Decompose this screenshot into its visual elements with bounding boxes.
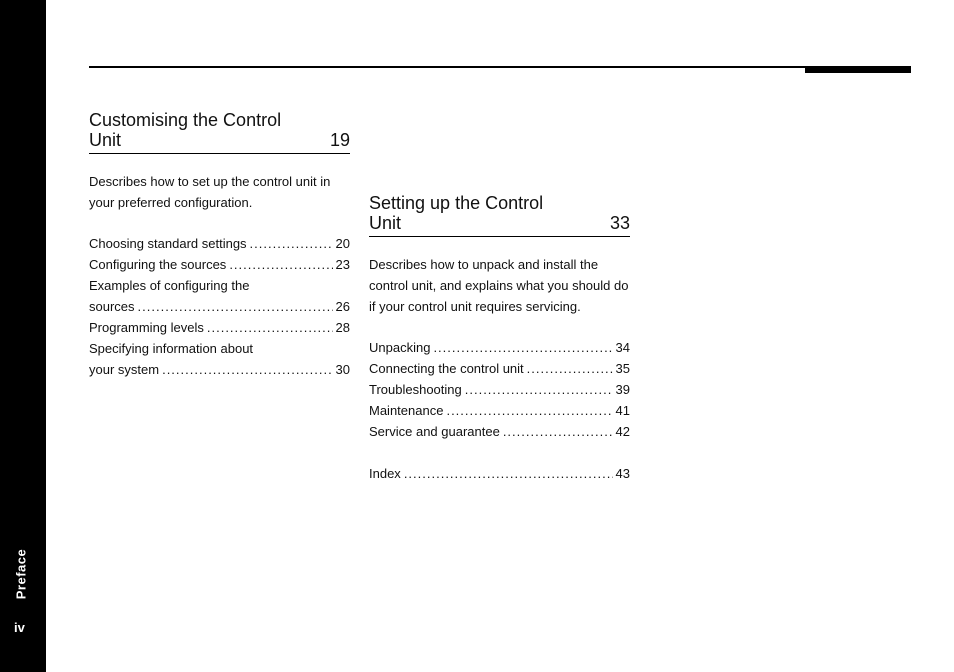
leader-dots <box>446 400 612 421</box>
page-number: iv <box>14 620 25 635</box>
toc-column-right <box>369 193 630 484</box>
toc-entry[interactable] <box>89 338 350 380</box>
entry-label: Connecting the control unit <box>369 361 524 376</box>
leader-dots <box>404 463 613 484</box>
toc-entry[interactable] <box>89 254 350 275</box>
toc-entry[interactable] <box>89 275 350 317</box>
entry-page: 23 <box>335 257 350 272</box>
chapter-description: Describes how to unpack and install the control unit, and explains what you should do if your control unit requires servicing. <box>369 257 629 314</box>
entry-label: Index <box>369 466 401 481</box>
entry-label: Programming levels <box>89 320 204 335</box>
chapter-heading[interactable] <box>369 193 630 237</box>
chapter-title-line1: Setting up the Control <box>369 193 544 213</box>
leader-dots <box>207 317 333 338</box>
leader-dots <box>250 233 333 254</box>
spacer <box>369 442 630 463</box>
toc-entry-index[interactable] <box>369 463 630 484</box>
chapter-title-line2: Unit <box>369 213 402 233</box>
entry-page: 39 <box>615 382 630 397</box>
toc-entry[interactable] <box>369 337 630 358</box>
toc-entries <box>369 337 630 484</box>
entry-page: 30 <box>335 362 350 377</box>
entry-label: Configuring the sources <box>89 257 227 272</box>
toc-entry[interactable] <box>369 358 630 379</box>
toc-entry[interactable] <box>369 379 630 400</box>
chapter-title-line2: Unit <box>89 130 122 150</box>
chapter-description: Describes how to set up the control unit in your preferred configuration. <box>89 174 331 210</box>
sidebar <box>0 0 46 672</box>
entry-label: your system <box>89 362 160 377</box>
entry-label: Choosing standard settings <box>89 236 247 251</box>
entry-page: 20 <box>335 236 350 251</box>
entry-label-first-line: Examples of configuring the <box>89 278 250 293</box>
chapter-page: 19 <box>329 130 350 150</box>
entry-page: 43 <box>615 466 630 481</box>
entry-page: 41 <box>615 403 630 418</box>
entry-label: Maintenance <box>369 403 444 418</box>
leader-dots <box>229 254 332 275</box>
leader-dots <box>527 358 613 379</box>
toc-entry[interactable] <box>89 317 350 338</box>
section-label: Preface <box>13 548 29 600</box>
entry-label-first-line: Specifying information about <box>89 341 254 356</box>
toc-column-left <box>89 110 350 380</box>
header-rule <box>89 66 911 68</box>
entry-page: 26 <box>335 299 350 314</box>
entry-label: Troubleshooting <box>369 382 462 397</box>
leader-dots <box>503 421 613 442</box>
entry-page: 35 <box>615 361 630 376</box>
chapter-page: 33 <box>609 213 630 233</box>
toc-entry[interactable] <box>89 233 350 254</box>
toc-entry[interactable] <box>369 400 630 421</box>
header-rule-accent <box>805 67 911 73</box>
toc-entries <box>89 233 350 380</box>
chapter-title-line1: Customising the Control <box>89 110 282 130</box>
leader-dots <box>465 379 613 400</box>
entry-page: 34 <box>615 340 630 355</box>
entry-label: Service and guarantee <box>369 424 500 439</box>
entry-page: 28 <box>335 320 350 335</box>
toc-entry[interactable] <box>369 421 630 442</box>
entry-label: Unpacking <box>369 340 431 355</box>
leader-dots <box>433 337 612 358</box>
entry-label: sources <box>89 299 135 314</box>
leader-dots <box>162 359 332 380</box>
entry-page: 42 <box>615 424 630 439</box>
chapter-heading[interactable] <box>89 110 350 154</box>
leader-dots <box>138 296 333 317</box>
